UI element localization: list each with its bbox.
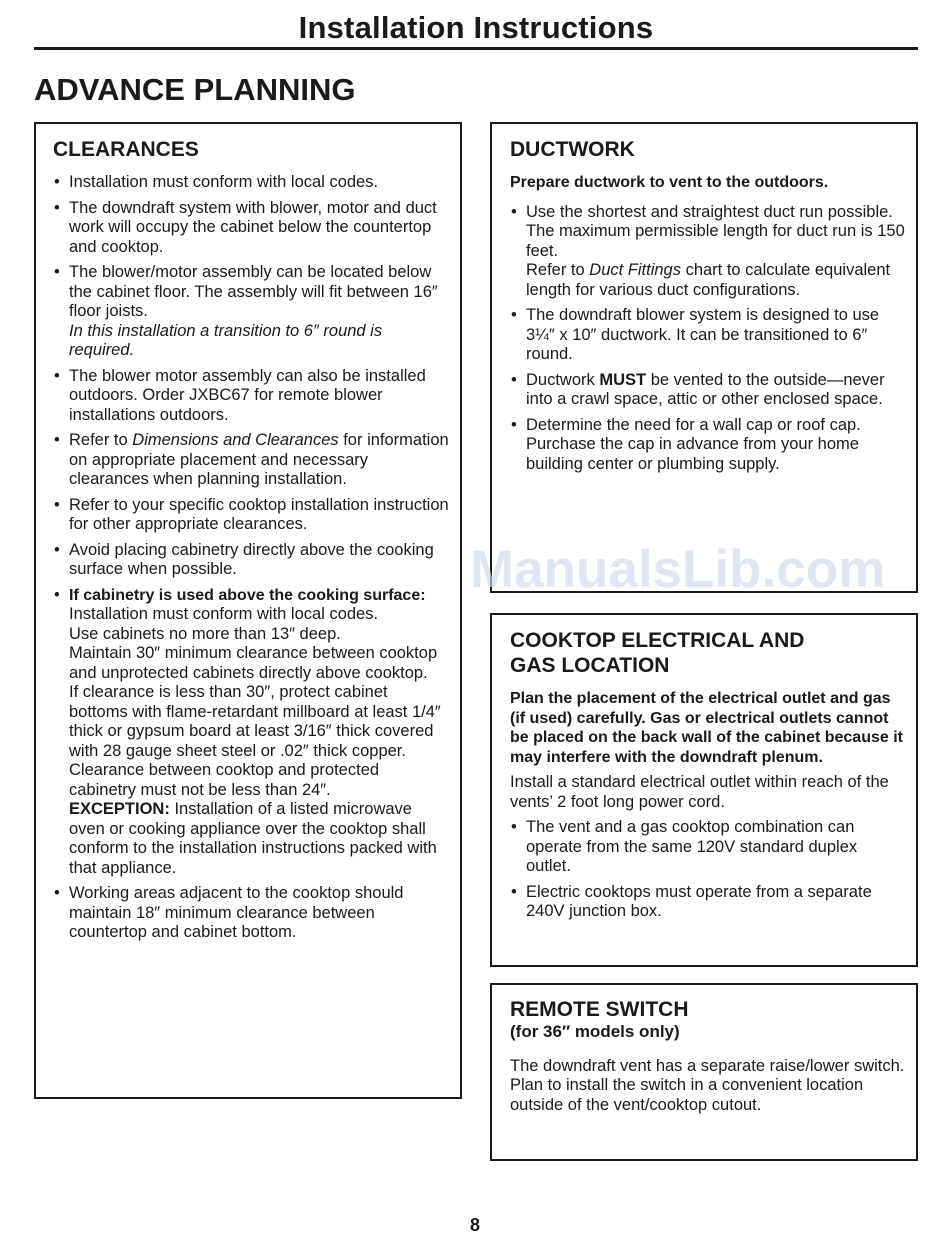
header-rule <box>34 47 918 50</box>
cabinetry-heading: If cabinetry is used above the cooking surface: <box>69 586 426 604</box>
electrical-lead: Plan the placement of the electrical outlet and gas (if used) carefully. Gas or electrical outlets cannot be placed on the back wall of the cabinet because it may interfere with the downdraft plenum. <box>510 690 903 766</box>
exception-para <box>69 800 450 878</box>
clearances-box <box>34 122 462 1099</box>
para-text: Refer to <box>526 261 590 279</box>
list-item-text: Refer to <box>69 431 133 449</box>
cabinetry-para: Clearance between cooktop and protected cabinetry must not be less than 24″. <box>69 761 380 799</box>
list-item: • Installation must conform with local codes. <box>53 173 450 193</box>
cabinetry-para: Use cabinets no more than 13″ deep. <box>69 624 341 643</box>
list-item: • Avoid placing cabinetry directly above the cooking surface when possible. <box>53 541 450 580</box>
list-item-text: The blower/motor assembly can be located below the cabinet floor. The assembly will fit between 16″ floor joists. <box>69 263 438 320</box>
list-item-text: be vented to the outside—never into a crawl space, attic or other enclosed space. <box>526 370 885 408</box>
list-item <box>510 203 906 301</box>
electrical-title-line: GAS LOCATION <box>510 654 670 677</box>
ductwork-list <box>510 203 906 475</box>
list-item: • Refer to your specific cooktop installation instruction for other appropriate clearances. <box>53 496 450 535</box>
clearances-list <box>53 173 450 943</box>
duct-length-para: The maximum permissible length for duct run is 150 feet. <box>526 222 905 260</box>
section-title: ADVANCE PLANNING <box>34 72 356 107</box>
list-item <box>53 431 450 490</box>
remote-body: The downdraft vent has a separate raise/lower switch. Plan to install the switch in a convenient location outside of the vent/cooktop cutout. <box>510 1056 905 1114</box>
list-item-text: for information on appropriate placement and necessary clearances when planning installation. <box>69 431 449 488</box>
duct-fittings-reference: Duct Fittings <box>589 261 681 279</box>
header-title: Installation Instructions <box>298 10 654 45</box>
electrical-body: Install a standard electrical outlet within reach of the vents’ 2 foot long power cord. <box>510 773 889 811</box>
exception-label: EXCEPTION: <box>69 800 170 818</box>
ductwork-title: DUCTWORK <box>510 138 635 161</box>
remote-box <box>490 983 918 1161</box>
list-item: • Electric cooktops must operate from a separate 240V junction box. <box>510 883 906 922</box>
list-item: • The blower motor assembly can also be installed outdoors. Order JXBC67 for remote blower installations outdoors. <box>53 367 450 426</box>
ductwork-box <box>490 122 918 593</box>
electrical-title <box>510 628 906 678</box>
list-item-text: Ductwork <box>526 370 600 389</box>
duct-fittings-para <box>526 261 906 300</box>
para-text: chart to calculate equivalent length for various duct configurations. <box>526 261 891 299</box>
list-item: • The vent and a gas cooktop combination can operate from the same 120V standard duplex outlet. <box>510 818 906 877</box>
electrical-box <box>490 613 918 967</box>
remote-subtitle: (for 36″ models only) <box>510 1022 680 1041</box>
exception-text: Installation of a listed microwave oven or cooking appliance over the cooktop shall conform to the installation instructions packed with that appliance. <box>69 800 437 877</box>
watermark: ManualsLib.com <box>470 540 886 599</box>
remote-title: REMOTE SWITCH <box>510 998 689 1021</box>
list-item: • Working areas adjacent to the cooktop should maintain 18″ minimum clearance between countertop and cabinet bottom. <box>53 884 450 943</box>
transition-note: In this installation a transition to 6″ round is required. <box>69 321 383 359</box>
cabinetry-para: If clearance is less than 30″, protect cabinet bottoms with flame-retardant millboard at least 1/4″ thick or gypsum board at least 3/16″ thick covered with 28 gauge sheet steel or .02″ thick copper. <box>69 683 441 760</box>
cabinetry-para: Maintain 30″ minimum clearance between cooktop and unprotected cabinets directly above cooktop. <box>69 644 438 682</box>
cabinetry-para: Installation must conform with local codes. <box>69 605 379 623</box>
list-item: • Determine the need for a wall cap or roof cap. Purchase the cap in advance from your home building center or plumbing supply. <box>510 416 906 475</box>
list-item <box>53 263 450 361</box>
electrical-title-line: COOKTOP ELECTRICAL AND <box>510 629 805 652</box>
must-emphasis: MUST <box>599 370 647 389</box>
list-item: • The downdraft blower system is designed to use 3¼″ x 10″ ductwork. It can be transitioned to 6″ round. <box>510 306 906 365</box>
electrical-list <box>510 818 906 922</box>
list-item <box>510 371 906 410</box>
page-number: 8 <box>469 1215 480 1235</box>
ductwork-lead: Prepare ductwork to vent to the outdoors. <box>510 174 829 191</box>
dimensions-reference: Dimensions and Clearances <box>132 431 339 449</box>
clearances-title: CLEARANCES <box>53 138 199 161</box>
list-item: • The downdraft system with blower, motor and duct work will occupy the cabinet below the countertop and cooktop. <box>53 199 450 258</box>
list-item <box>53 586 450 879</box>
list-item-text: Use the shortest and straightest duct run possible. <box>526 202 893 221</box>
